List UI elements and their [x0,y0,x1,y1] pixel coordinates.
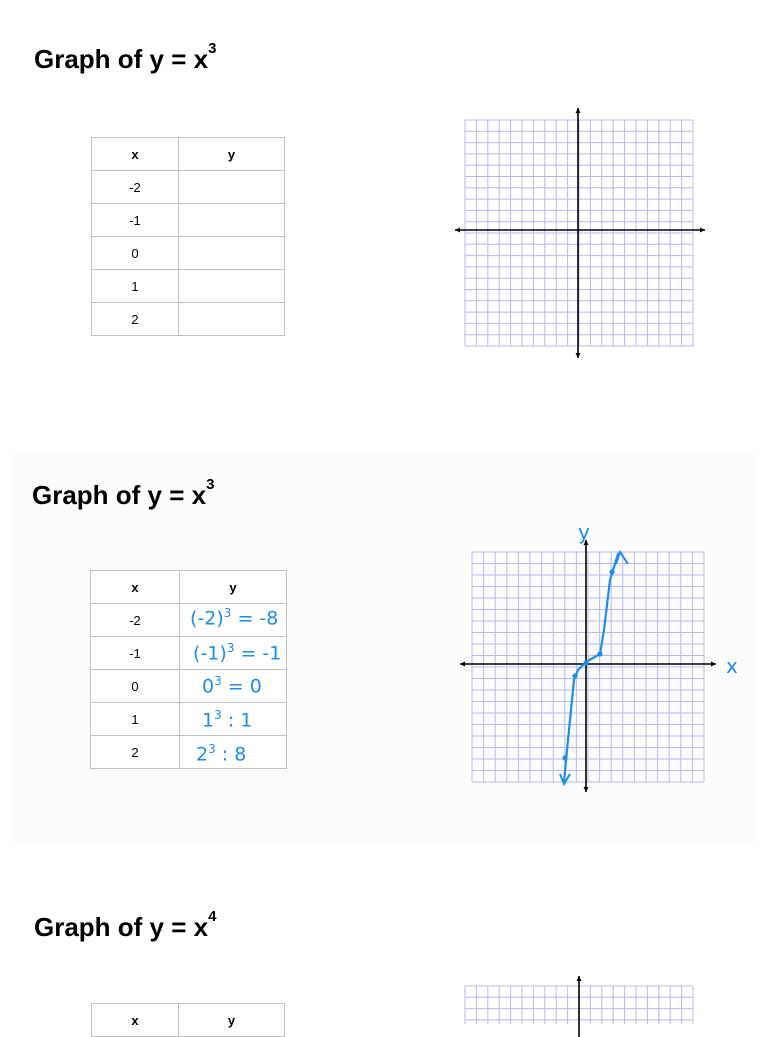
section-1-table [91,137,285,336]
hand-base: (-1) [193,642,227,665]
plotted-point [583,660,588,665]
section-3-table [91,1003,285,1037]
header-y: y [180,571,287,604]
y-axis-arrow-down [584,787,589,792]
section-3-graph [455,976,705,1036]
x-cell: 1 [91,703,180,736]
header-x: x [92,1004,179,1037]
y-cell [179,270,285,303]
hand-rest: : 8 [215,743,247,766]
x-axis-arrow-left [455,228,460,233]
hand-exp: 3 [226,641,235,655]
plotted-point [562,755,567,760]
hand-rest: : 1 [221,709,253,732]
header-y: y [179,1004,285,1037]
y-axis-arrow-up [577,976,582,981]
section-3-title [34,908,217,943]
x-cell: -2 [92,171,179,204]
header-x: x [91,571,180,604]
x-cell: 2 [91,736,180,769]
y-cell [179,171,285,204]
section-2-title [32,476,215,511]
hand-exp: 3 [214,708,222,722]
y-axis-label: y [578,520,590,544]
x-cell: -1 [91,637,180,670]
y-cell [179,237,285,270]
section-1-title [34,40,217,75]
hand-base: 0 [202,675,215,698]
x-cell: 1 [92,270,179,303]
handwritten-y-row-5 [196,742,246,765]
plotted-point [572,673,577,678]
handwritten-y-row-3 [202,674,262,697]
handwritten-y-row-4 [202,708,252,731]
title-text: Graph of y = x [32,480,207,510]
section-2-graph [460,540,720,794]
hand-exp: 3 [208,742,216,756]
section-1-graph [455,108,705,358]
header-x: x [92,138,179,171]
y-cell [179,303,285,336]
handwritten-y-row-2 [193,641,281,664]
hand-exp: 3 [223,606,232,620]
hand-base: (-2) [190,607,224,630]
y-cell [179,204,285,237]
hand-rest: = -1 [234,642,282,665]
x-axis-arrow-right [700,228,705,233]
x-axis-arrow-left [460,662,465,667]
hand-base: 2 [196,743,209,766]
y-axis-arrow-up [576,108,581,113]
x-cell: 0 [91,670,180,703]
x-axis-arrow-right [711,662,716,667]
header-y: y [179,138,285,171]
x-axis-label: x [726,654,738,678]
title-text: Graph of y = x [34,912,209,942]
x-cell: 2 [92,303,179,336]
title-exponent: 3 [208,40,217,57]
title-text: Graph of y = x [34,44,209,74]
plotted-point [597,651,602,656]
hand-rest: = 0 [221,675,262,698]
section-2-table [90,570,287,769]
y-axis-arrow-down [576,353,581,358]
hand-rest: = -8 [231,607,279,630]
x-cell: -1 [92,204,179,237]
handwritten-y-row-1 [190,606,278,629]
hand-base: 1 [202,709,215,732]
x-cell: -2 [91,604,180,637]
hand-exp: 3 [214,674,222,688]
x-cell: 0 [92,237,179,270]
title-exponent: 4 [208,908,217,925]
plotted-point [609,569,614,574]
title-exponent: 3 [206,476,215,493]
